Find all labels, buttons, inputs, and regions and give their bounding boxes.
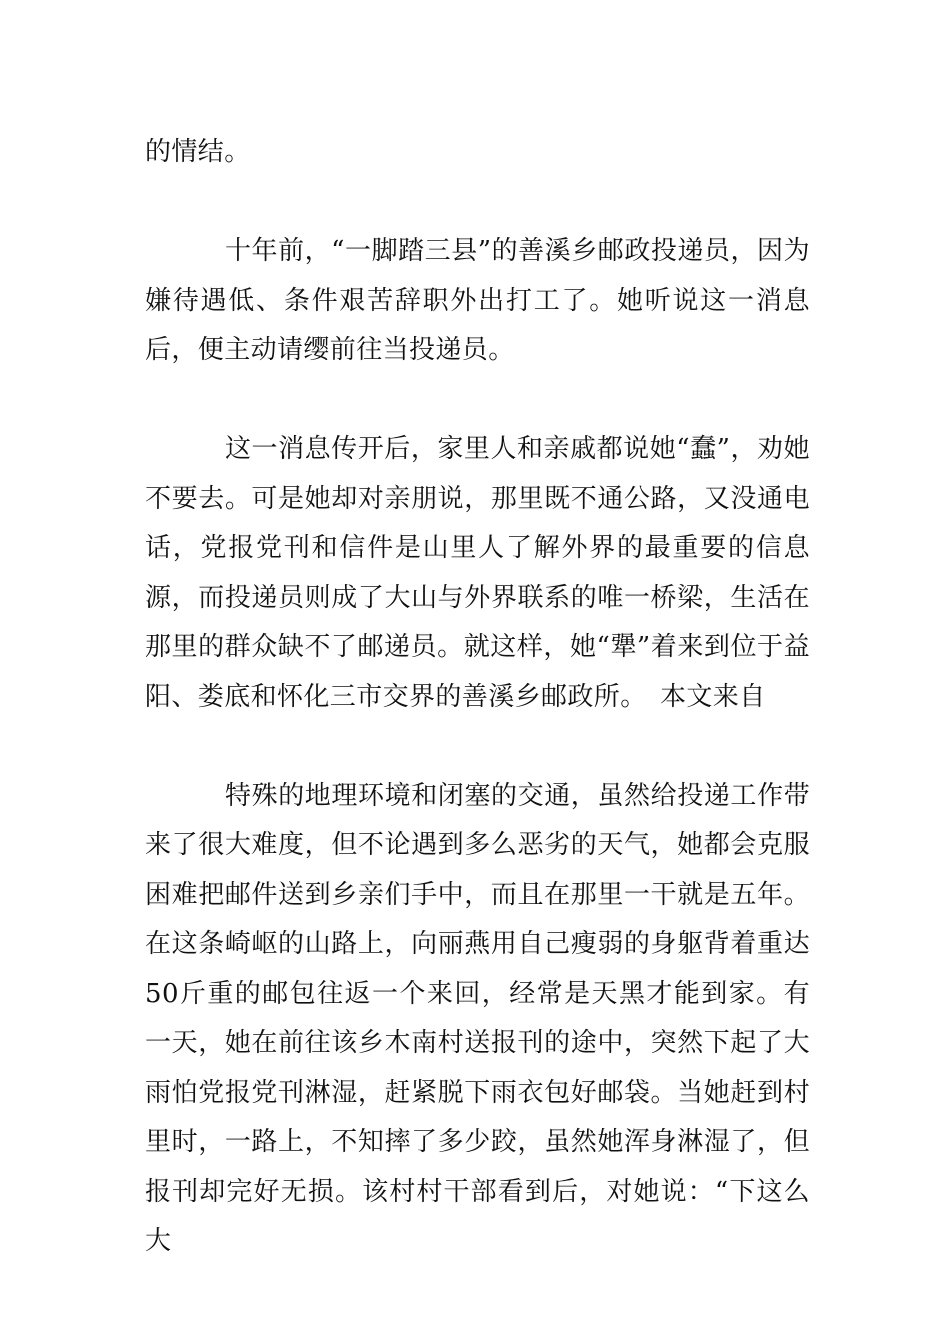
paragraph-delivery-work: 特殊的地理环境和闭塞的交通，虽然给投递工作带来了很大难度，但不论遇到多么恶劣的天气，她都会克服困难把邮件送到乡亲们手中，而且在那里一干就是五年。在这条崎岖的山路上，向丽燕用自己瘦弱的身躯背着重达50斤重的邮包往返一个来回，经常是天黑才能到家。有一天，她在前往该乡木南村送报刊的途中，突然下起了大雨怕党报党刊淋湿，赶紧脱下雨衣包好邮袋。当她赶到村里时，一路上，不知摔了多少跤，虽然她浑身淋湿了，但报刊却完好无损。该村村干部看到后，对她说：“下这么大 — [145, 780, 810, 1256]
paragraph-ten-years-ago: 十年前，“一脚踏三县”的善溪乡邮政投递员，因为嫌待遇低、条件艰苦辞职外出打工了。她听说这一消息后，便主动请缨前往当投递员。 — [145, 236, 810, 365]
document-body — [145, 128, 810, 1316]
paragraph-continuation: 的情结。 — [145, 137, 251, 167]
paragraph-family-reaction: 这一消息传开后，家里人和亲戚都说她“蠢”，劝她不要去。可是她却对亲朋说，那里既不通公路，又没通电话，党报党刊和信件是山里人了解外界的最重要的信息源，而投递员则成了大山与外界联系的唯一桥梁，生活在那里的群众缺不了邮递员。就这样，她“犟”着来到位于益阳、娄底和怀化三市交界的善溪乡邮政所。 本文来自 — [145, 434, 810, 712]
